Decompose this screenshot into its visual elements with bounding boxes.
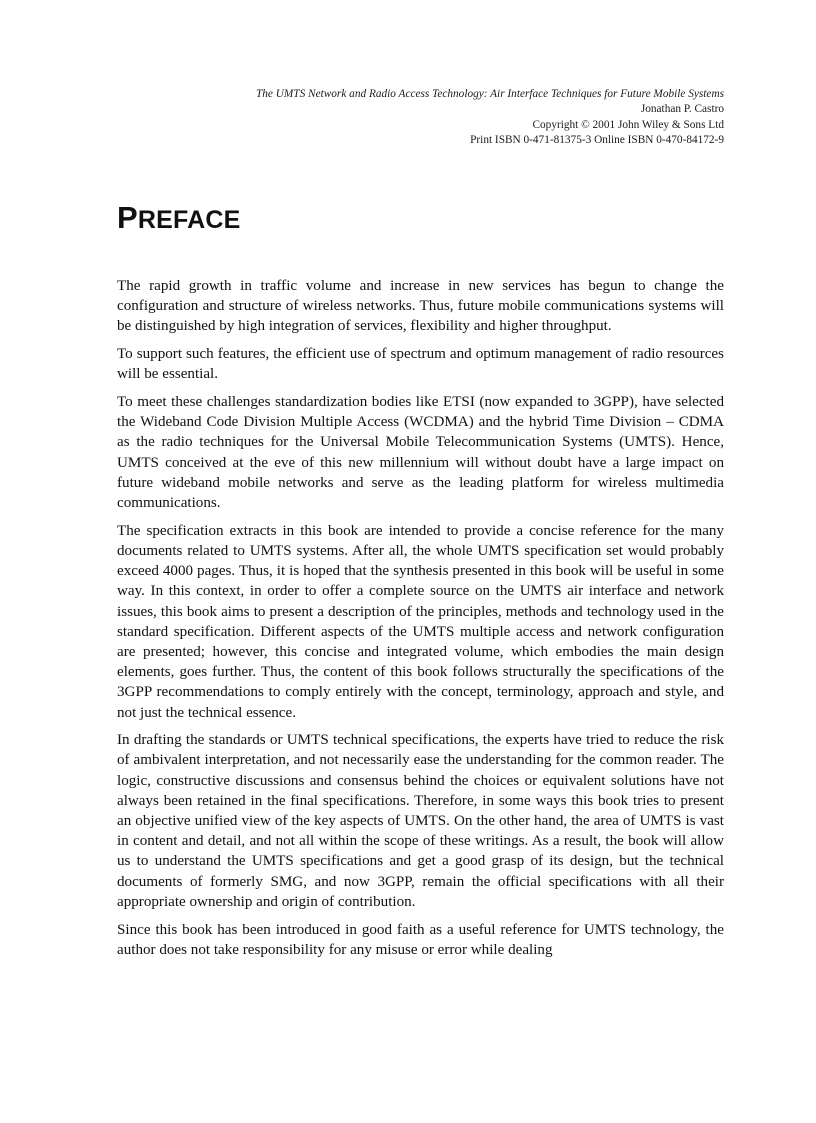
paragraph: Since this book has been introduced in good faith as a useful reference for UMTS technology, the author does not take responsibility for any misuse or error while dealing <box>117 921 724 958</box>
page-header <box>256 87 724 148</box>
paragraph: The specification extracts in this book are intended to provide a concise reference for the many documents related to UMTS systems. After all, the whole UMTS specification set would probably exceed 4000 pages. Thus, it is hoped that the synthesis presented in this book will be useful in some way. In this context, in order to offer a complete source on the UMTS air interface and network issues, this book aims to present a description of the principles, methods and technology used in the standard specification. Different aspects of the UMTS multiple access and network configuration are presented; however, this concise and integrated volume, which embodies the main design elements, goes further. Thus, the content of this book follows structurally the specifications of the 3GPP recommendations to comply entirely with the concept, terminology, approach and style, and not just the technical essence. <box>117 522 724 721</box>
heading-initial: P <box>117 200 138 235</box>
author-name: Jonathan P. Castro <box>640 103 724 116</box>
heading-rest: REFACE <box>137 206 241 234</box>
book-title: The UMTS Network and Radio Access Technology: Air Interface Techniques for Future Mobile Systems <box>255 88 724 100</box>
isbn-line: Print ISBN 0-471-81375-3 Online ISBN 0-470-84172-9 <box>470 133 724 146</box>
preface-body <box>117 276 724 968</box>
paragraph: The rapid growth in traffic volume and increase in new services has begun to change the configuration and structure of wireless networks. Thus, future mobile communications systems will be distinguished by high integration of services, flexibility and higher throughput. <box>117 278 724 335</box>
paragraph: To support such features, the efficient use of spectrum and optimum management of radio resources will be essential. <box>117 346 724 383</box>
chapter-heading <box>117 200 241 236</box>
copyright-line: Copyright © 2001 John Wiley & Sons Ltd <box>532 118 724 131</box>
paragraph: To meet these challenges standardization bodies like ETSI (now expanded to 3GPP), have selected the Wideband Code Division Multiple Access (WCDMA) and the hybrid Time Division – CDMA as the radio techniques for the Universal Mobile Telecommunication Systems (UMTS). Hence, UMTS conceived at the eve of this new millennium will without doubt have a large impact on future wideband mobile networks and serve as the leading platform for wireless multimedia communications. <box>117 394 724 512</box>
paragraph: In drafting the standards or UMTS technical specifications, the experts have tried to reduce the risk of ambivalent interpretation, and not necessarily ease the understanding for the common reader. The logic, constructive discussions and consensus behind the choices or equivalent solutions have not always been retained in the final specifications. Therefore, in some ways this book tries to present an objective unified view of the key aspects of UMTS. On the other hand, the area of UMTS is vast in content and detail, and not all within the scope of these writings. As a result, the book will allow us to understand the UMTS specifications and get a good grasp of its design, but the technical documents of formerly SMG, and now 3GPP, remain the official specifications with all their appropriate ownership and origin of contribution. <box>117 732 724 910</box>
